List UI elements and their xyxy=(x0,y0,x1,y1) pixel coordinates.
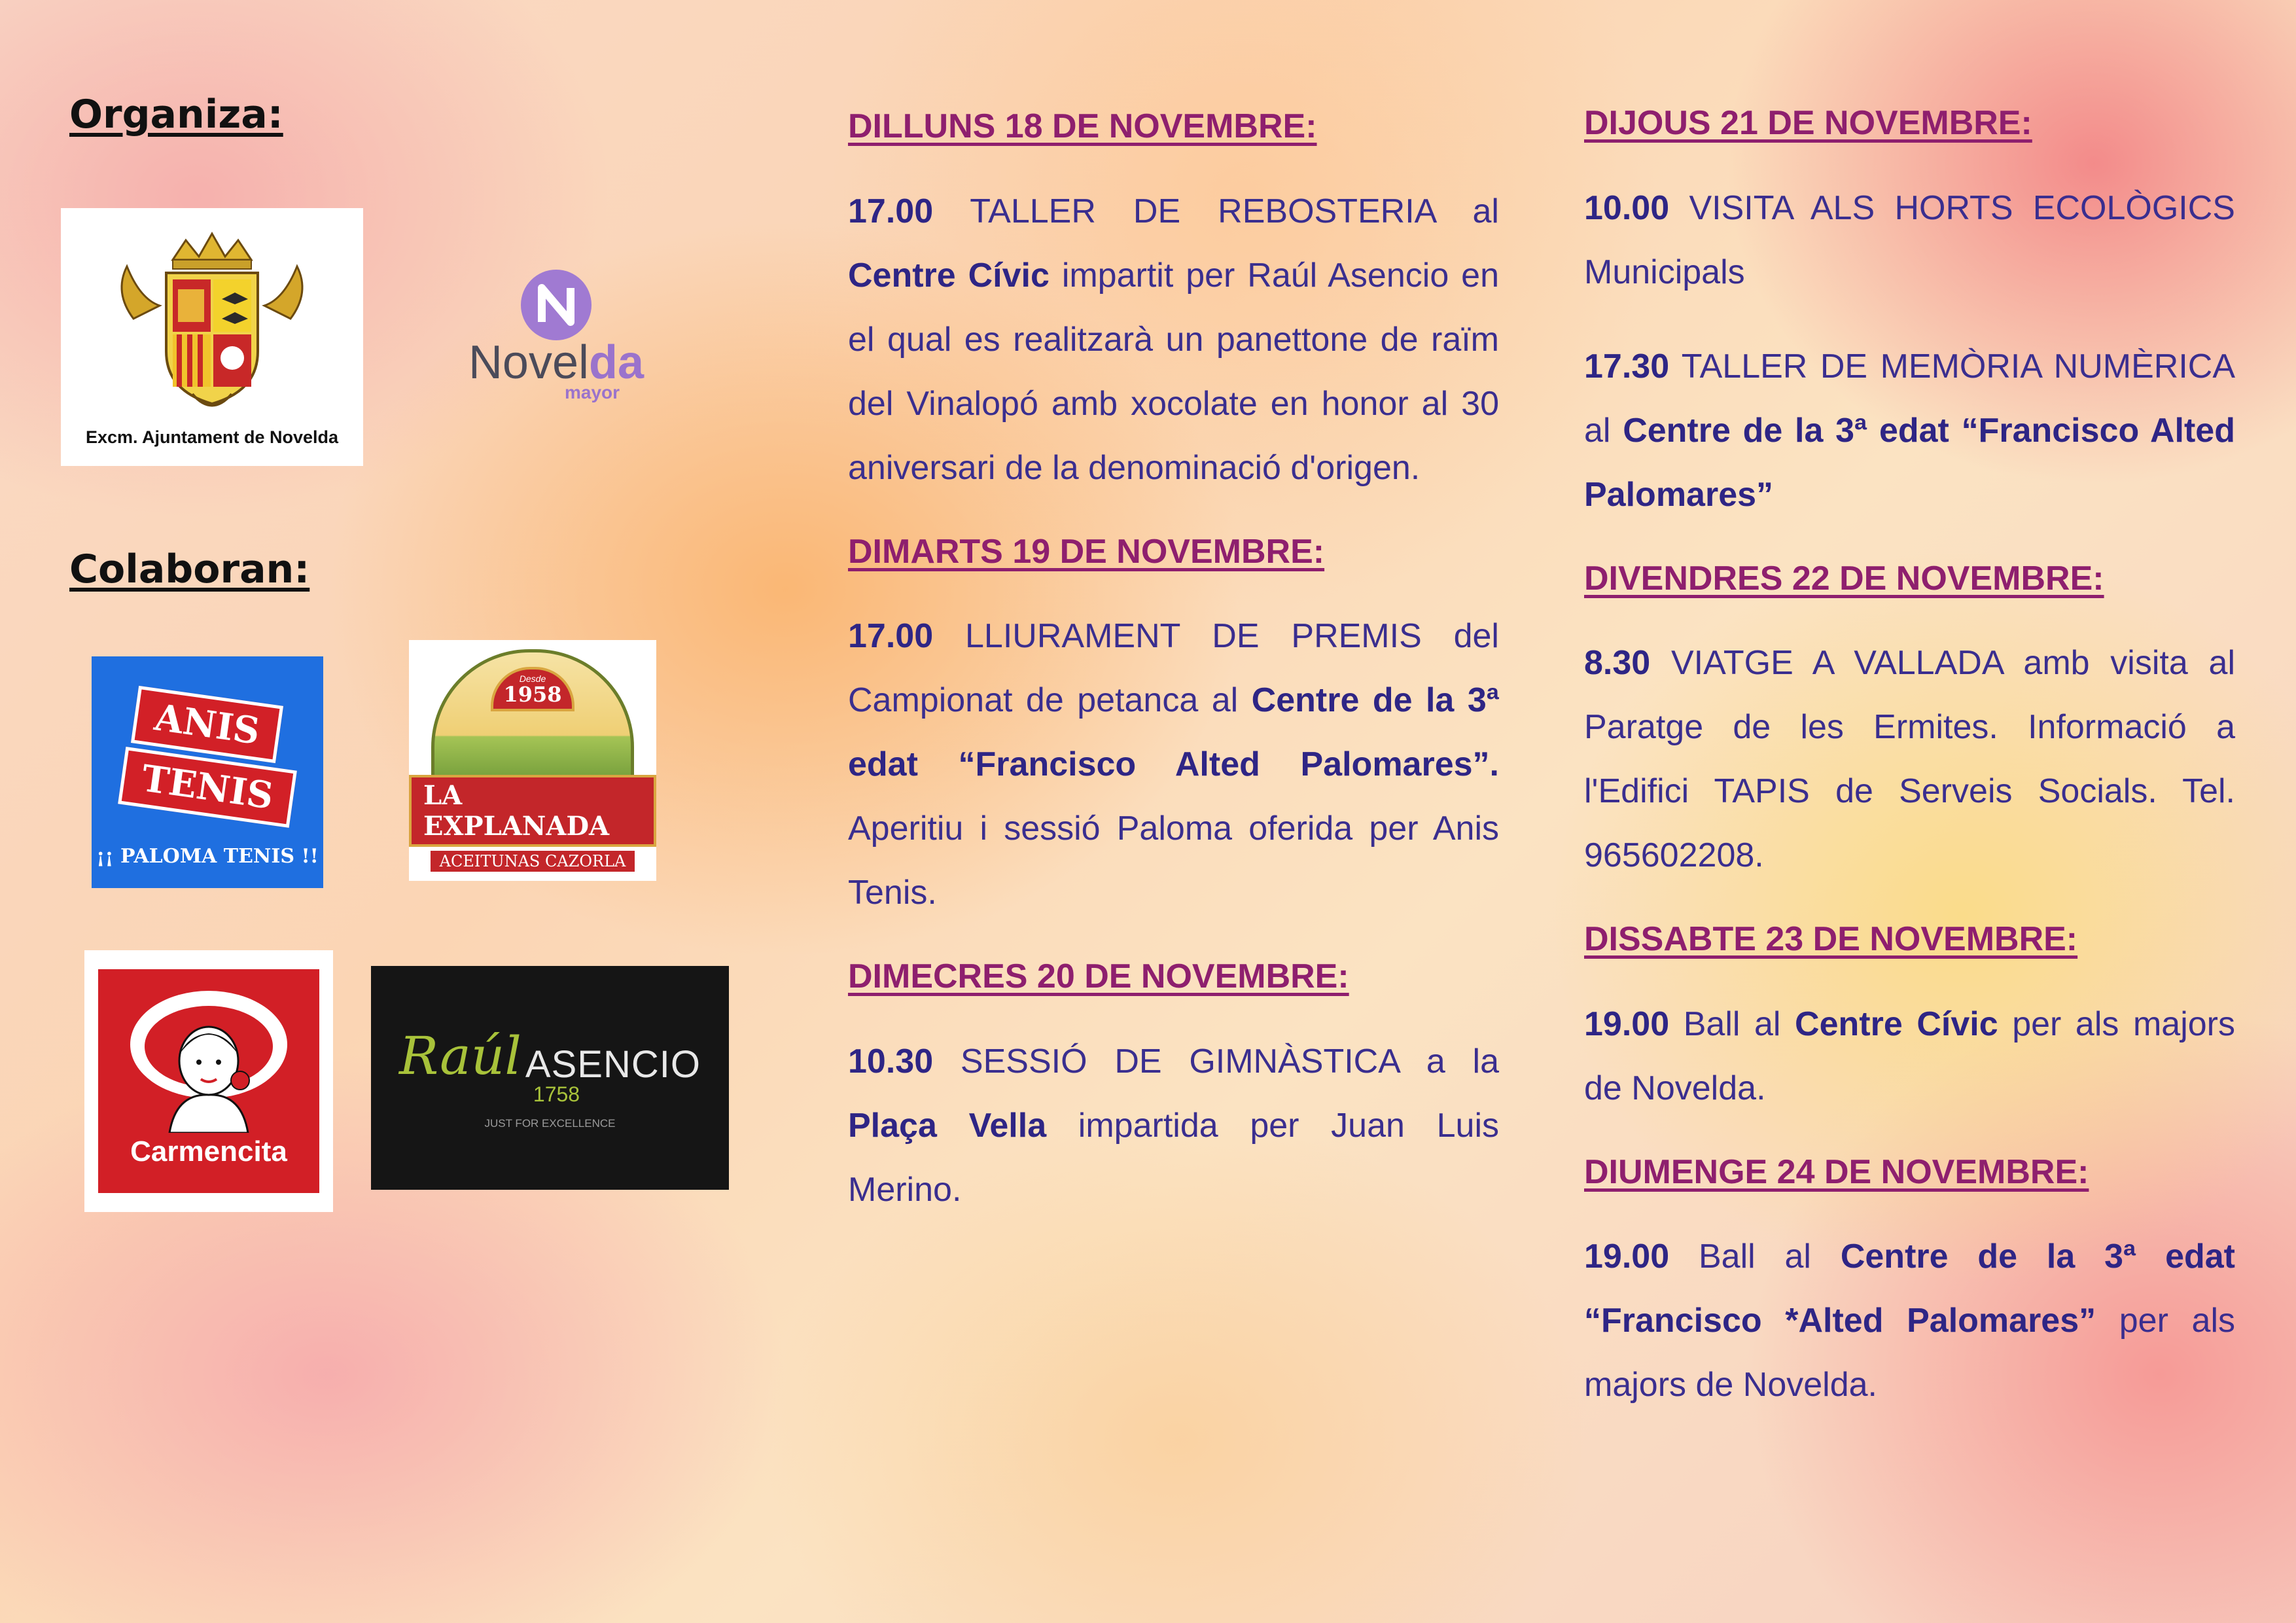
event-text: impartit per Raúl Asencio en el qual es realitzarà un panettone de raïm del Vinalopó amb xocolate en honor al 30 aniversari de la denominació d'origen. xyxy=(848,256,1499,487)
event-entry xyxy=(1584,176,2235,304)
carmencita-lady-icon xyxy=(124,982,294,1133)
event-text: TALLER DE MEMÒRIA NUMÈRICA al xyxy=(1584,347,2235,450)
novelda-mayor-logo xyxy=(451,260,661,411)
event-emphasis: Centre de la 3ª edat “Francisco Alted Palomares” xyxy=(1584,411,2235,514)
event-emphasis: 19.00 xyxy=(1584,1238,1670,1276)
event-emphasis: Centre de la 3ª edat “Francisco *Alted Palomares” xyxy=(1584,1238,2235,1340)
explanada-sub: ACEITUNAS CAZORLA xyxy=(431,851,635,872)
day-heading: DIMECRES 20 DE NOVEMBRE: xyxy=(848,957,1349,996)
event-emphasis: Centre Cívic xyxy=(848,256,1050,294)
event-text: impartida per Juan Luis Merino. xyxy=(848,1106,1500,1209)
carmencita-logo xyxy=(84,950,333,1212)
day-heading: DIMARTS 19 DE NOVEMBRE: xyxy=(848,532,1325,571)
event-entry xyxy=(848,604,1499,925)
event-text: VISITA ALS HORTS ECOLÒGICS Municipals xyxy=(1584,188,2235,291)
anis-tenis-logo xyxy=(92,656,323,888)
event-entry xyxy=(1584,992,2235,1120)
raul-year: 1758 xyxy=(533,1082,580,1106)
event-emphasis: 8.30 xyxy=(1584,644,1651,683)
event-emphasis: 17.00 xyxy=(848,192,934,230)
explanada-desde: Desde xyxy=(519,673,546,684)
explanada-year: 1958 xyxy=(503,682,562,707)
event-emphasis: 19.00 xyxy=(1584,1005,1670,1043)
event-emphasis: 17.30 xyxy=(1584,347,1670,385)
schedule-column-right xyxy=(1584,101,2235,1417)
day-heading: DIUMENGE 24 DE NOVEMBRE: xyxy=(1584,1152,2089,1191)
event-entry xyxy=(1584,334,2235,527)
event-text: Ball al xyxy=(1669,1238,1841,1276)
anis-label: ANIS xyxy=(131,686,283,763)
coat-of-arms-icon xyxy=(107,227,317,423)
event-entry xyxy=(848,179,1499,500)
event-text: TALLER DE REBOSTERIA al xyxy=(933,192,1499,230)
day-heading: DIJOUS 21 DE NOVEMBRE: xyxy=(1584,104,2032,142)
ayuntamiento-caption: Excm. Ajuntament de Novelda xyxy=(85,427,339,447)
day-heading: DISSABTE 23 DE NOVEMBRE: xyxy=(1584,920,2078,959)
event-text: LLIURAMENT DE PREMIS del Campionat de petanca al xyxy=(848,617,1499,720)
paloma-tenis-label: ¡¡ PALOMA TENIS !! xyxy=(96,845,319,868)
raul-asencio-logo xyxy=(371,966,729,1190)
schedule-column-middle xyxy=(848,105,1499,1222)
event-entry xyxy=(848,1029,1499,1222)
raul-asencio-wordmark: Raúl ASENCIO xyxy=(399,1026,701,1086)
novelda-n-icon xyxy=(520,268,593,342)
event-emphasis: Plaça Vella xyxy=(848,1106,1047,1145)
event-text: SESSIÓ DE GIMNÀSTICA a la xyxy=(933,1042,1499,1080)
event-text: Aperitiu i sessió Paloma oferida per Anis Tenis. xyxy=(848,810,1499,912)
day-heading: DILLUNS 18 DE NOVEMBRE: xyxy=(848,107,1317,145)
event-text: VIATGE A VALLADA amb visita al Paratge de les Ermites. Informació a l'Edifici TAPIS de Serveis Socials. Tel. 965602208. xyxy=(1584,644,2235,875)
organiza-heading: Organiza: xyxy=(69,92,283,137)
event-text: per als majors de Novelda. xyxy=(1584,1302,2235,1404)
event-entry xyxy=(1584,631,2235,887)
novelda-sub: mayor xyxy=(564,382,620,402)
la-explanada-logo xyxy=(409,640,656,881)
day-heading: DIVENDRES 22 DE NOVEMBRE: xyxy=(1584,559,2104,597)
ayuntamiento-logo xyxy=(61,208,363,466)
event-text: Ball al xyxy=(1669,1005,1795,1043)
tenis-label: TENIS xyxy=(118,747,297,828)
novelda-wordmark: Novelda xyxy=(468,336,645,389)
raul-tagline: JUST FOR EXCELLENCE xyxy=(484,1117,616,1130)
event-entry xyxy=(1584,1224,2235,1417)
event-emphasis: 10.00 xyxy=(1584,188,1670,227)
colaboran-heading: Colaboran: xyxy=(69,546,310,592)
event-emphasis: Centre Cívic xyxy=(1795,1005,1998,1043)
event-text: per als majors de Novelda. xyxy=(1584,1005,2235,1107)
event-emphasis: Centre de la 3ª edat “Francisco Alted Palomares”. xyxy=(848,681,1499,784)
event-emphasis: 10.30 xyxy=(848,1042,934,1080)
event-emphasis: 17.00 xyxy=(848,617,934,656)
carmencita-name: Carmencita xyxy=(130,1135,287,1168)
explanada-name: LA EXPLANADA xyxy=(409,775,656,847)
